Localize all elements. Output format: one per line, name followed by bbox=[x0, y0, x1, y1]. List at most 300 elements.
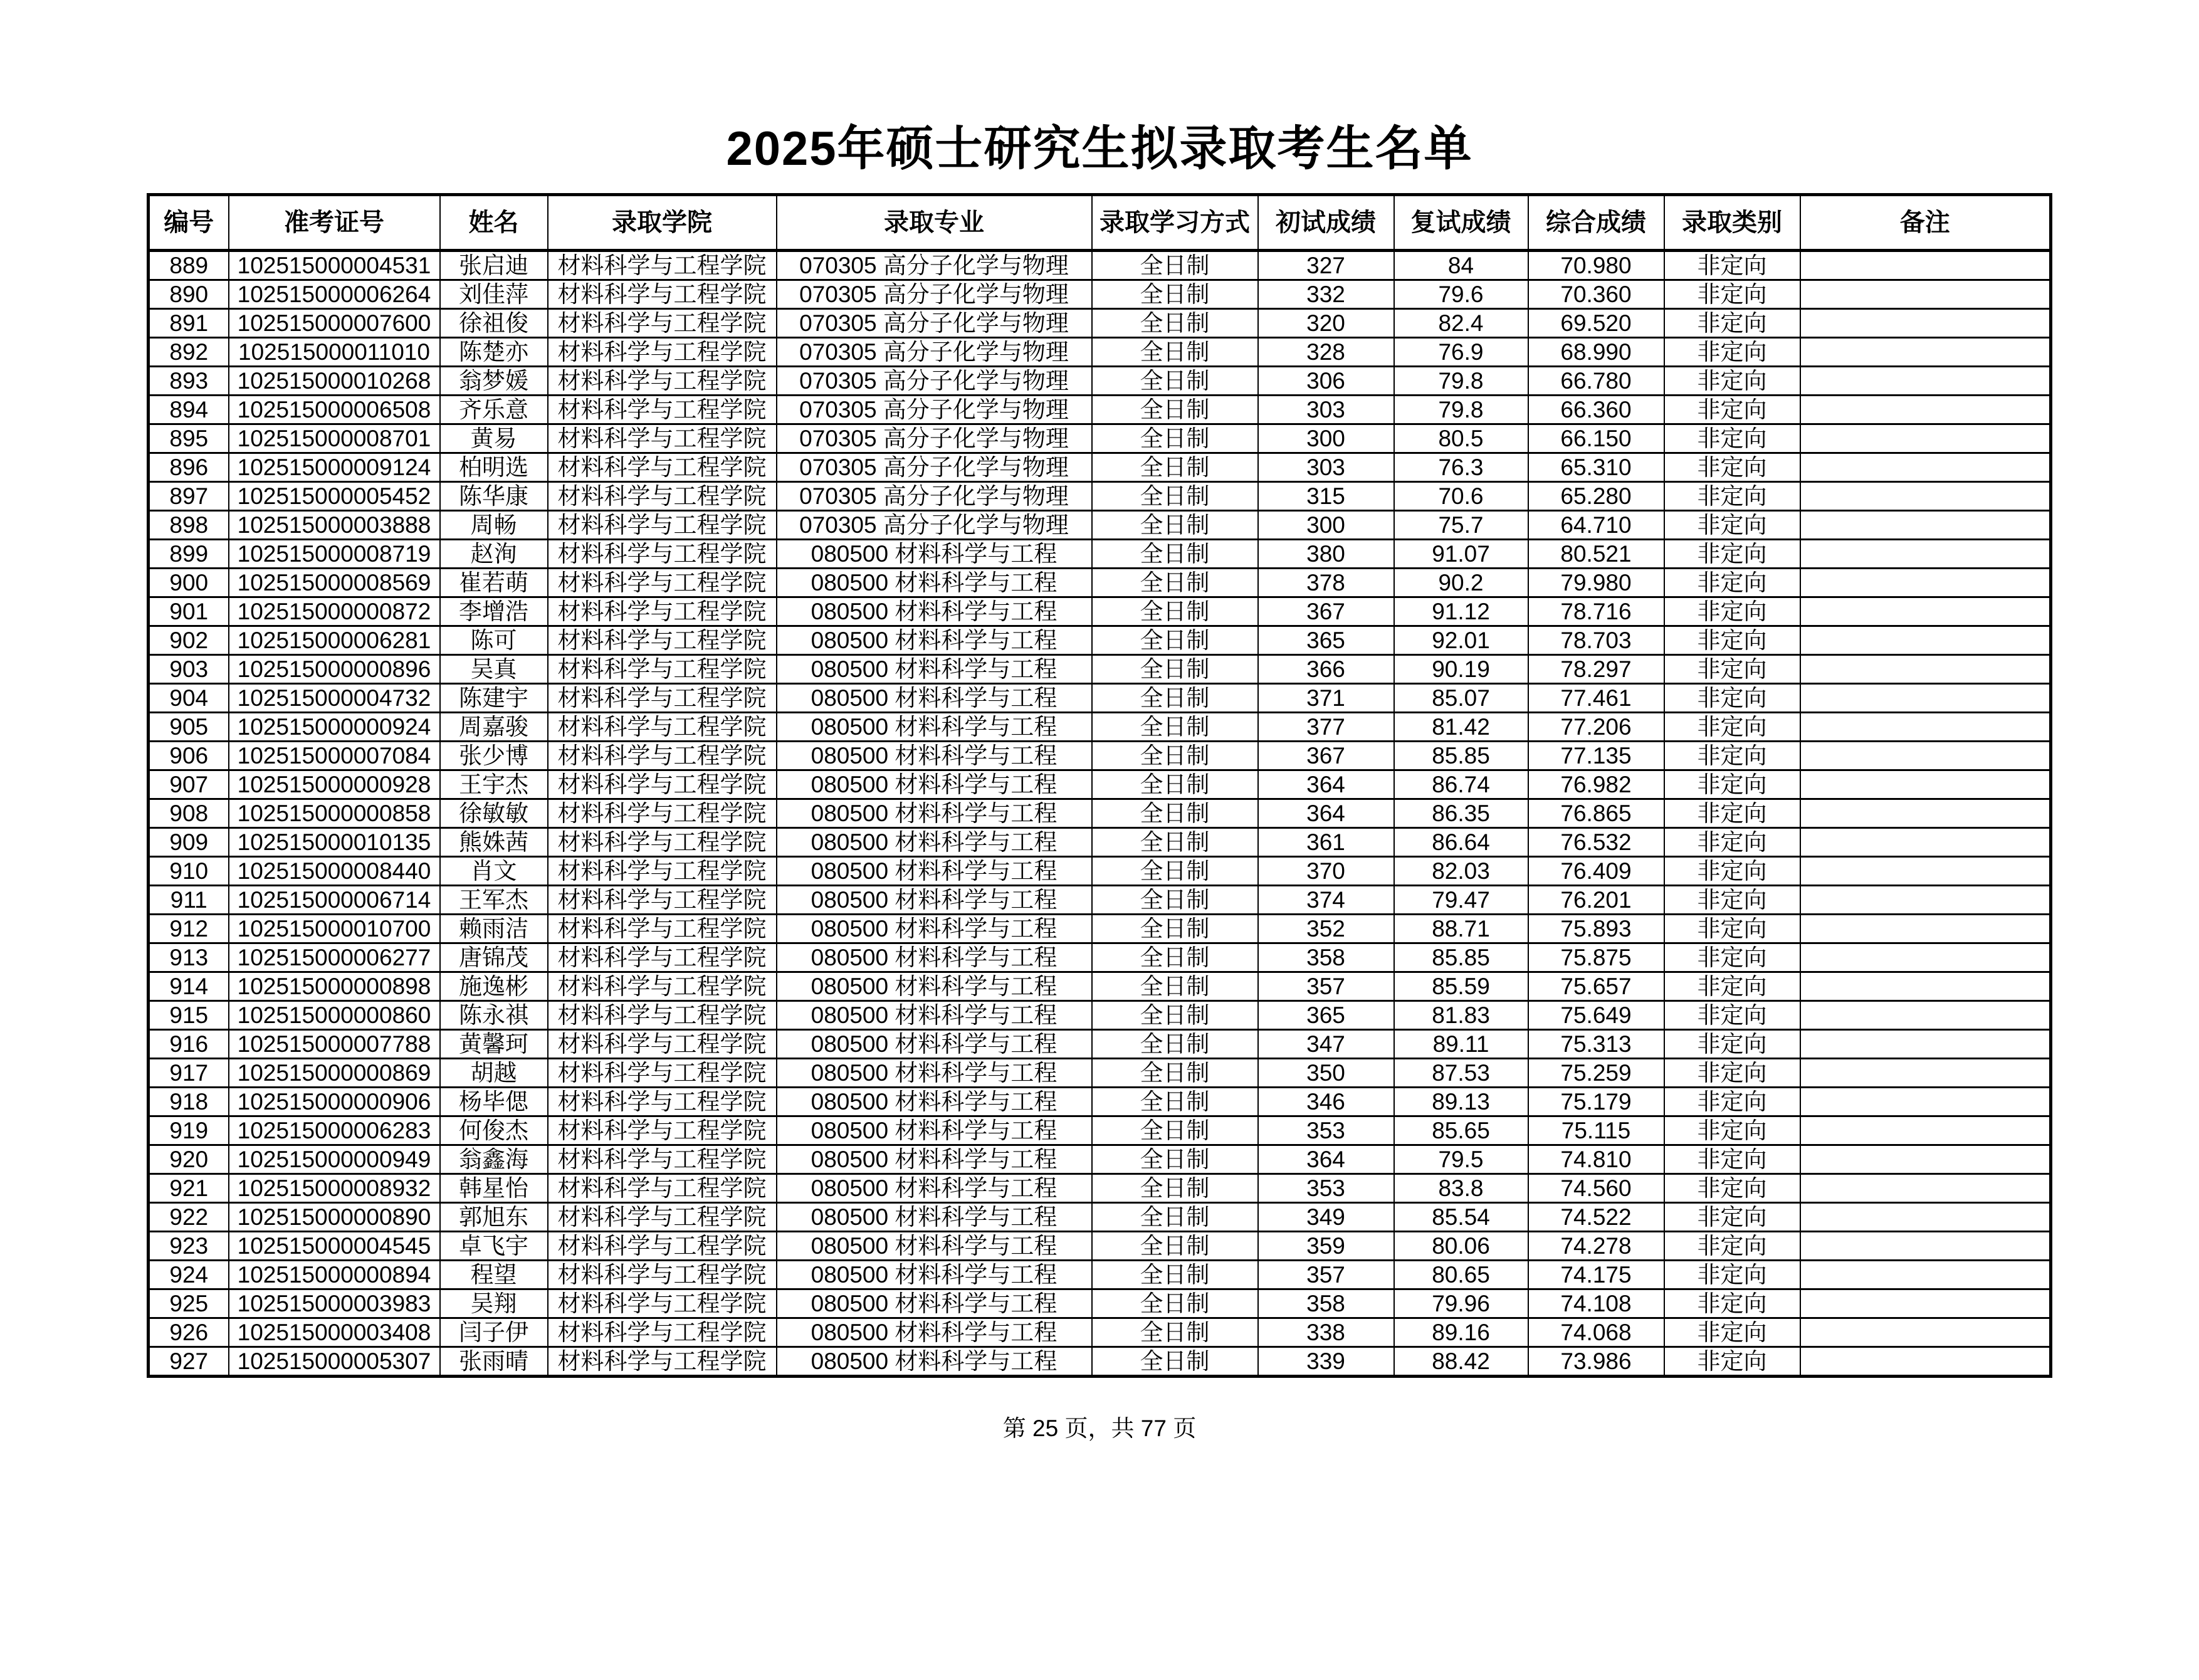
cell-retest-score: 86.35 bbox=[1394, 799, 1528, 828]
cell-study-mode: 全日制 bbox=[1092, 309, 1258, 338]
cell-college: 材料科学与工程学院 bbox=[548, 828, 777, 857]
cell-study-mode: 全日制 bbox=[1092, 1203, 1258, 1232]
cell-name: 吴真 bbox=[440, 655, 548, 684]
cell-comprehensive-score: 79.980 bbox=[1528, 569, 1664, 597]
cell-remarks bbox=[1800, 713, 2051, 742]
cell-row-number: 907 bbox=[149, 770, 229, 799]
cell-admission-category: 非定向 bbox=[1664, 1030, 1800, 1059]
cell-major: 070305 高分子化学与物理 bbox=[777, 453, 1092, 482]
cell-exam-id: 102515000011010 bbox=[229, 338, 440, 367]
cell-study-mode: 全日制 bbox=[1092, 915, 1258, 943]
cell-admission-category: 非定向 bbox=[1664, 280, 1800, 309]
cell-major: 080500 材料科学与工程 bbox=[777, 1059, 1092, 1088]
cell-admission-category: 非定向 bbox=[1664, 1116, 1800, 1145]
cell-initial-score: 347 bbox=[1258, 1030, 1394, 1059]
table-row bbox=[149, 1145, 2051, 1174]
cell-study-mode: 全日制 bbox=[1092, 1232, 1258, 1261]
cell-initial-score: 339 bbox=[1258, 1347, 1394, 1377]
cell-initial-score: 359 bbox=[1258, 1232, 1394, 1261]
column-header-remarks: 备注 bbox=[1800, 195, 2051, 251]
table-row bbox=[149, 1030, 2051, 1059]
cell-admission-category: 非定向 bbox=[1664, 1232, 1800, 1261]
cell-initial-score: 350 bbox=[1258, 1059, 1394, 1088]
cell-exam-id: 102515000000894 bbox=[229, 1261, 440, 1289]
cell-college: 材料科学与工程学院 bbox=[548, 511, 777, 540]
cell-retest-score: 76.9 bbox=[1394, 338, 1528, 367]
cell-name: 张雨晴 bbox=[440, 1347, 548, 1377]
cell-retest-score: 79.6 bbox=[1394, 280, 1528, 309]
cell-major: 080500 材料科学与工程 bbox=[777, 1261, 1092, 1289]
cell-major: 080500 材料科学与工程 bbox=[777, 742, 1092, 770]
cell-major: 070305 高分子化学与物理 bbox=[777, 367, 1092, 396]
cell-college: 材料科学与工程学院 bbox=[548, 1001, 777, 1030]
cell-college: 材料科学与工程学院 bbox=[548, 1030, 777, 1059]
cell-initial-score: 303 bbox=[1258, 453, 1394, 482]
table-row bbox=[149, 742, 2051, 770]
cell-name: 何俊杰 bbox=[440, 1116, 548, 1145]
cell-remarks bbox=[1800, 453, 2051, 482]
table-row bbox=[149, 1203, 2051, 1232]
table-row bbox=[149, 482, 2051, 511]
column-header-study-mode: 录取学习方式 bbox=[1092, 195, 1258, 251]
cell-row-number: 892 bbox=[149, 338, 229, 367]
cell-comprehensive-score: 77.135 bbox=[1528, 742, 1664, 770]
cell-exam-id: 102515000000869 bbox=[229, 1059, 440, 1088]
cell-study-mode: 全日制 bbox=[1092, 338, 1258, 367]
cell-name: 程望 bbox=[440, 1261, 548, 1289]
cell-name: 张启迪 bbox=[440, 251, 548, 280]
cell-retest-score: 84 bbox=[1394, 251, 1528, 280]
cell-exam-id: 102515000010700 bbox=[229, 915, 440, 943]
cell-row-number: 902 bbox=[149, 626, 229, 655]
cell-exam-id: 102515000008701 bbox=[229, 424, 440, 453]
table-row bbox=[149, 1059, 2051, 1088]
cell-row-number: 906 bbox=[149, 742, 229, 770]
cell-name: 闫子伊 bbox=[440, 1318, 548, 1347]
cell-major: 070305 高分子化学与物理 bbox=[777, 396, 1092, 424]
cell-exam-id: 102515000007084 bbox=[229, 742, 440, 770]
cell-retest-score: 89.13 bbox=[1394, 1088, 1528, 1116]
cell-row-number: 915 bbox=[149, 1001, 229, 1030]
cell-college: 材料科学与工程学院 bbox=[548, 1261, 777, 1289]
cell-comprehensive-score: 64.710 bbox=[1528, 511, 1664, 540]
cell-remarks bbox=[1800, 828, 2051, 857]
cell-study-mode: 全日制 bbox=[1092, 799, 1258, 828]
cell-exam-id: 102515000000896 bbox=[229, 655, 440, 684]
cell-major: 080500 材料科学与工程 bbox=[777, 770, 1092, 799]
table-row bbox=[149, 569, 2051, 597]
cell-initial-score: 328 bbox=[1258, 338, 1394, 367]
cell-name: 王宇杰 bbox=[440, 770, 548, 799]
document-page bbox=[0, 122, 2199, 1441]
cell-initial-score: 367 bbox=[1258, 597, 1394, 626]
cell-retest-score: 79.8 bbox=[1394, 396, 1528, 424]
cell-comprehensive-score: 76.409 bbox=[1528, 857, 1664, 886]
cell-retest-score: 90.19 bbox=[1394, 655, 1528, 684]
cell-study-mode: 全日制 bbox=[1092, 742, 1258, 770]
table-row bbox=[149, 1318, 2051, 1347]
cell-name: 熊姝茜 bbox=[440, 828, 548, 857]
cell-row-number: 919 bbox=[149, 1116, 229, 1145]
table-row bbox=[149, 1001, 2051, 1030]
cell-initial-score: 365 bbox=[1258, 1001, 1394, 1030]
column-header-row-number: 编号 bbox=[149, 195, 229, 251]
cell-row-number: 896 bbox=[149, 453, 229, 482]
cell-remarks bbox=[1800, 309, 2051, 338]
cell-remarks bbox=[1800, 1347, 2051, 1377]
cell-row-number: 895 bbox=[149, 424, 229, 453]
cell-exam-id: 102515000006281 bbox=[229, 626, 440, 655]
cell-major: 080500 材料科学与工程 bbox=[777, 886, 1092, 915]
cell-remarks bbox=[1800, 742, 2051, 770]
cell-name: 唐锦茂 bbox=[440, 943, 548, 972]
table-row bbox=[149, 1232, 2051, 1261]
table-row bbox=[149, 511, 2051, 540]
cell-retest-score: 79.96 bbox=[1394, 1289, 1528, 1318]
cell-college: 材料科学与工程学院 bbox=[548, 1174, 777, 1203]
cell-initial-score: 315 bbox=[1258, 482, 1394, 511]
cell-exam-id: 102515000004545 bbox=[229, 1232, 440, 1261]
table-row bbox=[149, 713, 2051, 742]
cell-remarks bbox=[1800, 770, 2051, 799]
table-header-row bbox=[149, 195, 2051, 251]
table-row bbox=[149, 280, 2051, 309]
cell-row-number: 910 bbox=[149, 857, 229, 886]
cell-comprehensive-score: 74.278 bbox=[1528, 1232, 1664, 1261]
cell-row-number: 889 bbox=[149, 251, 229, 280]
cell-remarks bbox=[1800, 1318, 2051, 1347]
cell-retest-score: 81.83 bbox=[1394, 1001, 1528, 1030]
column-header-name: 姓名 bbox=[440, 195, 548, 251]
cell-initial-score: 320 bbox=[1258, 309, 1394, 338]
cell-college: 材料科学与工程学院 bbox=[548, 1145, 777, 1174]
cell-row-number: 911 bbox=[149, 886, 229, 915]
cell-retest-score: 85.85 bbox=[1394, 943, 1528, 972]
cell-admission-category: 非定向 bbox=[1664, 453, 1800, 482]
table-row bbox=[149, 626, 2051, 655]
cell-remarks bbox=[1800, 1001, 2051, 1030]
cell-initial-score: 370 bbox=[1258, 857, 1394, 886]
cell-name: 翁鑫海 bbox=[440, 1145, 548, 1174]
cell-name: 崔若萌 bbox=[440, 569, 548, 597]
cell-comprehensive-score: 65.310 bbox=[1528, 453, 1664, 482]
cell-exam-id: 102515000004531 bbox=[229, 251, 440, 280]
cell-major: 080500 材料科学与工程 bbox=[777, 1347, 1092, 1377]
cell-comprehensive-score: 76.982 bbox=[1528, 770, 1664, 799]
cell-study-mode: 全日制 bbox=[1092, 511, 1258, 540]
page-number-footer: 第 25 页，共 77 页 bbox=[1002, 1415, 1197, 1441]
cell-remarks bbox=[1800, 626, 2051, 655]
cell-remarks bbox=[1800, 1088, 2051, 1116]
cell-remarks bbox=[1800, 251, 2051, 280]
cell-study-mode: 全日制 bbox=[1092, 1318, 1258, 1347]
cell-admission-category: 非定向 bbox=[1664, 1318, 1800, 1347]
cell-exam-id: 102515000003888 bbox=[229, 511, 440, 540]
cell-row-number: 927 bbox=[149, 1347, 229, 1377]
cell-study-mode: 全日制 bbox=[1092, 424, 1258, 453]
cell-remarks bbox=[1800, 1203, 2051, 1232]
cell-comprehensive-score: 68.990 bbox=[1528, 338, 1664, 367]
cell-college: 材料科学与工程学院 bbox=[548, 1088, 777, 1116]
cell-admission-category: 非定向 bbox=[1664, 1088, 1800, 1116]
table-row bbox=[149, 424, 2051, 453]
cell-exam-id: 102515000006508 bbox=[229, 396, 440, 424]
cell-remarks bbox=[1800, 655, 2051, 684]
table-row bbox=[149, 1116, 2051, 1145]
admission-list-table bbox=[147, 193, 2052, 1378]
cell-comprehensive-score: 74.522 bbox=[1528, 1203, 1664, 1232]
cell-remarks bbox=[1800, 915, 2051, 943]
cell-comprehensive-score: 74.810 bbox=[1528, 1145, 1664, 1174]
cell-row-number: 897 bbox=[149, 482, 229, 511]
cell-initial-score: 349 bbox=[1258, 1203, 1394, 1232]
cell-major: 080500 材料科学与工程 bbox=[777, 943, 1092, 972]
cell-initial-score: 367 bbox=[1258, 742, 1394, 770]
cell-major: 080500 材料科学与工程 bbox=[777, 626, 1092, 655]
cell-comprehensive-score: 66.780 bbox=[1528, 367, 1664, 396]
cell-row-number: 912 bbox=[149, 915, 229, 943]
cell-name: 陈可 bbox=[440, 626, 548, 655]
cell-retest-score: 80.65 bbox=[1394, 1261, 1528, 1289]
table-row bbox=[149, 655, 2051, 684]
cell-college: 材料科学与工程学院 bbox=[548, 453, 777, 482]
cell-study-mode: 全日制 bbox=[1092, 972, 1258, 1001]
cell-major: 080500 材料科学与工程 bbox=[777, 1116, 1092, 1145]
cell-row-number: 920 bbox=[149, 1145, 229, 1174]
cell-major: 080500 材料科学与工程 bbox=[777, 828, 1092, 857]
cell-admission-category: 非定向 bbox=[1664, 540, 1800, 569]
cell-admission-category: 非定向 bbox=[1664, 1347, 1800, 1377]
table-row bbox=[149, 828, 2051, 857]
cell-remarks bbox=[1800, 684, 2051, 713]
cell-college: 材料科学与工程学院 bbox=[548, 482, 777, 511]
cell-comprehensive-score: 66.360 bbox=[1528, 396, 1664, 424]
cell-remarks bbox=[1800, 1261, 2051, 1289]
cell-major: 080500 材料科学与工程 bbox=[777, 1318, 1092, 1347]
cell-retest-score: 81.42 bbox=[1394, 713, 1528, 742]
cell-remarks bbox=[1800, 367, 2051, 396]
cell-college: 材料科学与工程学院 bbox=[548, 655, 777, 684]
cell-row-number: 904 bbox=[149, 684, 229, 713]
table-row bbox=[149, 540, 2051, 569]
cell-name: 周嘉骏 bbox=[440, 713, 548, 742]
cell-remarks bbox=[1800, 540, 2051, 569]
cell-major: 070305 高分子化学与物理 bbox=[777, 280, 1092, 309]
cell-exam-id: 102515000007788 bbox=[229, 1030, 440, 1059]
cell-row-number: 909 bbox=[149, 828, 229, 857]
cell-major: 080500 材料科学与工程 bbox=[777, 1203, 1092, 1232]
cell-row-number: 924 bbox=[149, 1261, 229, 1289]
table-row bbox=[149, 943, 2051, 972]
cell-initial-score: 353 bbox=[1258, 1174, 1394, 1203]
cell-exam-id: 102515000005307 bbox=[229, 1347, 440, 1377]
cell-study-mode: 全日制 bbox=[1092, 886, 1258, 915]
cell-college: 材料科学与工程学院 bbox=[548, 1232, 777, 1261]
cell-admission-category: 非定向 bbox=[1664, 655, 1800, 684]
cell-exam-id: 102515000005452 bbox=[229, 482, 440, 511]
cell-exam-id: 102515000004732 bbox=[229, 684, 440, 713]
cell-exam-id: 102515000006714 bbox=[229, 886, 440, 915]
cell-name: 李增浩 bbox=[440, 597, 548, 626]
column-header-college: 录取学院 bbox=[548, 195, 777, 251]
cell-college: 材料科学与工程学院 bbox=[548, 770, 777, 799]
column-header-initial-score: 初试成绩 bbox=[1258, 195, 1394, 251]
cell-name: 齐乐意 bbox=[440, 396, 548, 424]
cell-remarks bbox=[1800, 1232, 2051, 1261]
cell-initial-score: 358 bbox=[1258, 943, 1394, 972]
cell-comprehensive-score: 75.115 bbox=[1528, 1116, 1664, 1145]
cell-retest-score: 80.5 bbox=[1394, 424, 1528, 453]
cell-remarks bbox=[1800, 424, 2051, 453]
cell-initial-score: 303 bbox=[1258, 396, 1394, 424]
cell-initial-score: 364 bbox=[1258, 770, 1394, 799]
cell-study-mode: 全日制 bbox=[1092, 1116, 1258, 1145]
cell-college: 材料科学与工程学院 bbox=[548, 1347, 777, 1377]
cell-comprehensive-score: 73.986 bbox=[1528, 1347, 1664, 1377]
cell-comprehensive-score: 70.360 bbox=[1528, 280, 1664, 309]
cell-row-number: 926 bbox=[149, 1318, 229, 1347]
cell-study-mode: 全日制 bbox=[1092, 857, 1258, 886]
table-row bbox=[149, 309, 2051, 338]
cell-remarks bbox=[1800, 280, 2051, 309]
table-row bbox=[149, 886, 2051, 915]
cell-name: 郭旭东 bbox=[440, 1203, 548, 1232]
cell-row-number: 916 bbox=[149, 1030, 229, 1059]
table-row bbox=[149, 453, 2051, 482]
cell-admission-category: 非定向 bbox=[1664, 915, 1800, 943]
cell-admission-category: 非定向 bbox=[1664, 684, 1800, 713]
cell-major: 070305 高分子化学与物理 bbox=[777, 338, 1092, 367]
cell-name: 韩星怡 bbox=[440, 1174, 548, 1203]
cell-retest-score: 79.5 bbox=[1394, 1145, 1528, 1174]
cell-study-mode: 全日制 bbox=[1092, 540, 1258, 569]
cell-major: 080500 材料科学与工程 bbox=[777, 713, 1092, 742]
column-header-comprehensive-score: 综合成绩 bbox=[1528, 195, 1664, 251]
cell-name: 刘佳萍 bbox=[440, 280, 548, 309]
cell-exam-id: 102515000000906 bbox=[229, 1088, 440, 1116]
cell-exam-id: 102515000009124 bbox=[229, 453, 440, 482]
cell-retest-score: 82.03 bbox=[1394, 857, 1528, 886]
cell-college: 材料科学与工程学院 bbox=[548, 1289, 777, 1318]
cell-college: 材料科学与工程学院 bbox=[548, 540, 777, 569]
cell-major: 080500 材料科学与工程 bbox=[777, 1001, 1092, 1030]
cell-exam-id: 102515000003408 bbox=[229, 1318, 440, 1347]
cell-retest-score: 85.65 bbox=[1394, 1116, 1528, 1145]
cell-comprehensive-score: 75.313 bbox=[1528, 1030, 1664, 1059]
cell-retest-score: 88.42 bbox=[1394, 1347, 1528, 1377]
cell-major: 080500 材料科学与工程 bbox=[777, 569, 1092, 597]
cell-study-mode: 全日制 bbox=[1092, 367, 1258, 396]
cell-remarks bbox=[1800, 1116, 2051, 1145]
cell-major: 080500 材料科学与工程 bbox=[777, 684, 1092, 713]
table-row bbox=[149, 684, 2051, 713]
cell-name: 陈永祺 bbox=[440, 1001, 548, 1030]
table-row bbox=[149, 597, 2051, 626]
cell-college: 材料科学与工程学院 bbox=[548, 1116, 777, 1145]
cell-comprehensive-score: 74.108 bbox=[1528, 1289, 1664, 1318]
cell-admission-category: 非定向 bbox=[1664, 569, 1800, 597]
column-header-admission-category: 录取类别 bbox=[1664, 195, 1800, 251]
cell-college: 材料科学与工程学院 bbox=[548, 424, 777, 453]
cell-retest-score: 85.59 bbox=[1394, 972, 1528, 1001]
cell-retest-score: 85.07 bbox=[1394, 684, 1528, 713]
cell-comprehensive-score: 76.201 bbox=[1528, 886, 1664, 915]
cell-major: 080500 材料科学与工程 bbox=[777, 540, 1092, 569]
cell-study-mode: 全日制 bbox=[1092, 1001, 1258, 1030]
table-row bbox=[149, 1088, 2051, 1116]
cell-remarks bbox=[1800, 972, 2051, 1001]
cell-study-mode: 全日制 bbox=[1092, 482, 1258, 511]
cell-retest-score: 92.01 bbox=[1394, 626, 1528, 655]
cell-admission-category: 非定向 bbox=[1664, 396, 1800, 424]
cell-exam-id: 102515000008719 bbox=[229, 540, 440, 569]
cell-admission-category: 非定向 bbox=[1664, 799, 1800, 828]
cell-major: 070305 高分子化学与物理 bbox=[777, 424, 1092, 453]
cell-college: 材料科学与工程学院 bbox=[548, 943, 777, 972]
cell-comprehensive-score: 74.068 bbox=[1528, 1318, 1664, 1347]
cell-row-number: 894 bbox=[149, 396, 229, 424]
cell-row-number: 922 bbox=[149, 1203, 229, 1232]
cell-exam-id: 102515000000860 bbox=[229, 1001, 440, 1030]
cell-comprehensive-score: 75.649 bbox=[1528, 1001, 1664, 1030]
table-row bbox=[149, 799, 2051, 828]
cell-college: 材料科学与工程学院 bbox=[548, 857, 777, 886]
cell-initial-score: 338 bbox=[1258, 1318, 1394, 1347]
cell-study-mode: 全日制 bbox=[1092, 280, 1258, 309]
cell-comprehensive-score: 75.259 bbox=[1528, 1059, 1664, 1088]
cell-initial-score: 332 bbox=[1258, 280, 1394, 309]
table-row bbox=[149, 251, 2051, 280]
cell-comprehensive-score: 66.150 bbox=[1528, 424, 1664, 453]
cell-college: 材料科学与工程学院 bbox=[548, 1059, 777, 1088]
cell-initial-score: 378 bbox=[1258, 569, 1394, 597]
cell-initial-score: 366 bbox=[1258, 655, 1394, 684]
cell-comprehensive-score: 75.893 bbox=[1528, 915, 1664, 943]
cell-study-mode: 全日制 bbox=[1092, 655, 1258, 684]
cell-college: 材料科学与工程学院 bbox=[548, 597, 777, 626]
cell-study-mode: 全日制 bbox=[1092, 251, 1258, 280]
cell-study-mode: 全日制 bbox=[1092, 1261, 1258, 1289]
cell-admission-category: 非定向 bbox=[1664, 251, 1800, 280]
table-row bbox=[149, 1289, 2051, 1318]
cell-college: 材料科学与工程学院 bbox=[548, 915, 777, 943]
column-header-retest-score: 复试成绩 bbox=[1394, 195, 1528, 251]
cell-name: 张少博 bbox=[440, 742, 548, 770]
cell-retest-score: 85.85 bbox=[1394, 742, 1528, 770]
cell-initial-score: 361 bbox=[1258, 828, 1394, 857]
cell-initial-score: 300 bbox=[1258, 424, 1394, 453]
cell-major: 080500 材料科学与工程 bbox=[777, 655, 1092, 684]
cell-college: 材料科学与工程学院 bbox=[548, 1203, 777, 1232]
cell-college: 材料科学与工程学院 bbox=[548, 338, 777, 367]
cell-retest-score: 90.2 bbox=[1394, 569, 1528, 597]
cell-exam-id: 102515000000858 bbox=[229, 799, 440, 828]
cell-retest-score: 86.74 bbox=[1394, 770, 1528, 799]
table-row bbox=[149, 1174, 2051, 1203]
cell-initial-score: 352 bbox=[1258, 915, 1394, 943]
cell-remarks bbox=[1800, 482, 2051, 511]
cell-row-number: 913 bbox=[149, 943, 229, 972]
cell-study-mode: 全日制 bbox=[1092, 1174, 1258, 1203]
cell-initial-score: 327 bbox=[1258, 251, 1394, 280]
table-row bbox=[149, 396, 2051, 424]
cell-name: 徐祖俊 bbox=[440, 309, 548, 338]
cell-major: 080500 材料科学与工程 bbox=[777, 1232, 1092, 1261]
cell-initial-score: 374 bbox=[1258, 886, 1394, 915]
cell-study-mode: 全日制 bbox=[1092, 1030, 1258, 1059]
cell-name: 黄易 bbox=[440, 424, 548, 453]
cell-college: 材料科学与工程学院 bbox=[548, 799, 777, 828]
